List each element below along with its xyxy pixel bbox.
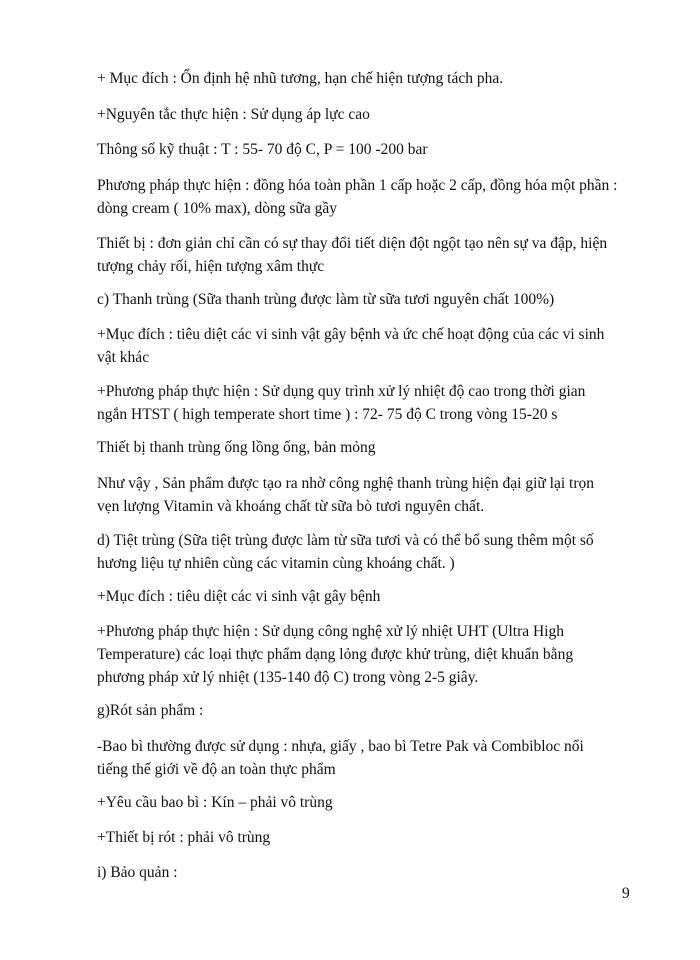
paragraph-sterilization-purpose (97, 585, 637, 608)
paragraph-packaging-requirement (97, 791, 637, 814)
text-line: +Nguyên tắc thực hiện : Sử dụng áp lực cao (97, 106, 370, 123)
heading-storage (97, 861, 637, 884)
text-line: tiếng thế giới về độ an toàn thực phẩm (97, 761, 336, 778)
paragraph-pasteurization-purpose (97, 323, 637, 369)
text-line: +Thiết bị rót : phải vô trùng (97, 829, 271, 846)
text-line: vẹn lượng Vitamin và khoáng chất từ sữa bò tươi nguyên chất. (97, 498, 485, 515)
paragraph-filling-equipment (97, 826, 637, 849)
paragraph-pasteurization-method (97, 380, 637, 426)
text-line: Thiết bị thanh trùng ống lồng ống, bản mỏng (97, 439, 376, 456)
text-line: +Phương pháp thực hiện : Sử dụng quy trình xử lý nhiệt độ cao trong thời gian (97, 383, 586, 400)
text-line: hương liệu tự nhiên cùng các vitamin cùng khoáng chất. ) (97, 555, 455, 572)
page-number: 9 (622, 885, 630, 902)
text-line: Như vậy , Sản phẩm được tạo ra nhờ công nghệ thanh trùng hiện đại giữ lại trọn (97, 475, 595, 492)
text-line: d) Tiệt trùng (Sữa tiệt trùng được làm từ sữa tươi và có thể bổ sung thêm một số (97, 532, 594, 549)
text-line: i) Bảo quản : (97, 864, 178, 881)
paragraph-homogenization-equipment (97, 232, 637, 278)
paragraph-technical-parameters (97, 138, 637, 161)
paragraph-packaging (97, 735, 637, 781)
text-line: phương pháp xử lý nhiệt (135-140 độ C) trong vòng 2-5 giây. (97, 669, 479, 686)
text-line: -Bao bì thường được sử dụng : nhựa, giấy , bao bì Tetre Pak và Combibloc nổi (97, 738, 584, 755)
text-line: + Mục đích : Ổn định hệ nhũ tương, hạn chế hiện tượng tách pha. (97, 70, 504, 87)
text-line: dòng cream ( 10% max), dòng sữa gầy (97, 200, 337, 217)
text-line: +Mục đích : tiêu diệt các vi sinh vật gây bệnh và ức chế hoạt động của các vi sinh (97, 326, 605, 343)
text-line: vật khác (97, 349, 150, 366)
text-line: +Phương pháp thực hiện : Sử dụng công nghệ xử lý nhiệt UHT (Ultra High (97, 623, 564, 640)
paragraph-sterilization-method (97, 620, 637, 689)
text-line: g)Rót sản phẩm : (97, 702, 204, 719)
paragraph-pasteurization-equipment (97, 436, 637, 459)
heading-pasteurization (97, 288, 637, 311)
text-line: ngắn HTST ( high temperate short time ) : 72- 75 độ C trong vòng 15-20 s (97, 406, 558, 423)
heading-filling (97, 699, 637, 722)
text-line: Thông số kỹ thuật : T : 55- 70 độ C, P = 100 -200 bar (97, 141, 428, 158)
text-line: tượng chảy rối, hiện tượng xâm thực (97, 258, 325, 275)
text-line: +Mục đích : tiêu diệt các vi sinh vật gây bệnh (97, 588, 381, 605)
paragraph-homogenization-purpose (97, 67, 637, 90)
text-line: Phương pháp thực hiện : đồng hóa toàn phần 1 cấp hoặc 2 cấp, đồng hóa một phần : (97, 177, 618, 194)
paragraph-homogenization-method (97, 174, 637, 220)
text-line: Thiết bị : đơn giản chỉ cần có sự thay đổi tiết diện đột ngột tạo nên sự va đập, hiện (97, 235, 608, 252)
paragraph-homogenization-principle (97, 103, 637, 126)
text-line: +Yêu cầu bao bì : Kín – phải vô trùng (97, 794, 333, 811)
paragraph-pasteurization-summary (97, 472, 637, 518)
heading-sterilization (97, 529, 637, 575)
text-line: c) Thanh trùng (Sữa thanh trùng được làm từ sữa tươi nguyên chất 100%) (97, 291, 555, 308)
text-line: Temperature) các loại thực phẩm dạng lỏng được khử trùng, diệt khuẩn bằng (97, 646, 574, 663)
